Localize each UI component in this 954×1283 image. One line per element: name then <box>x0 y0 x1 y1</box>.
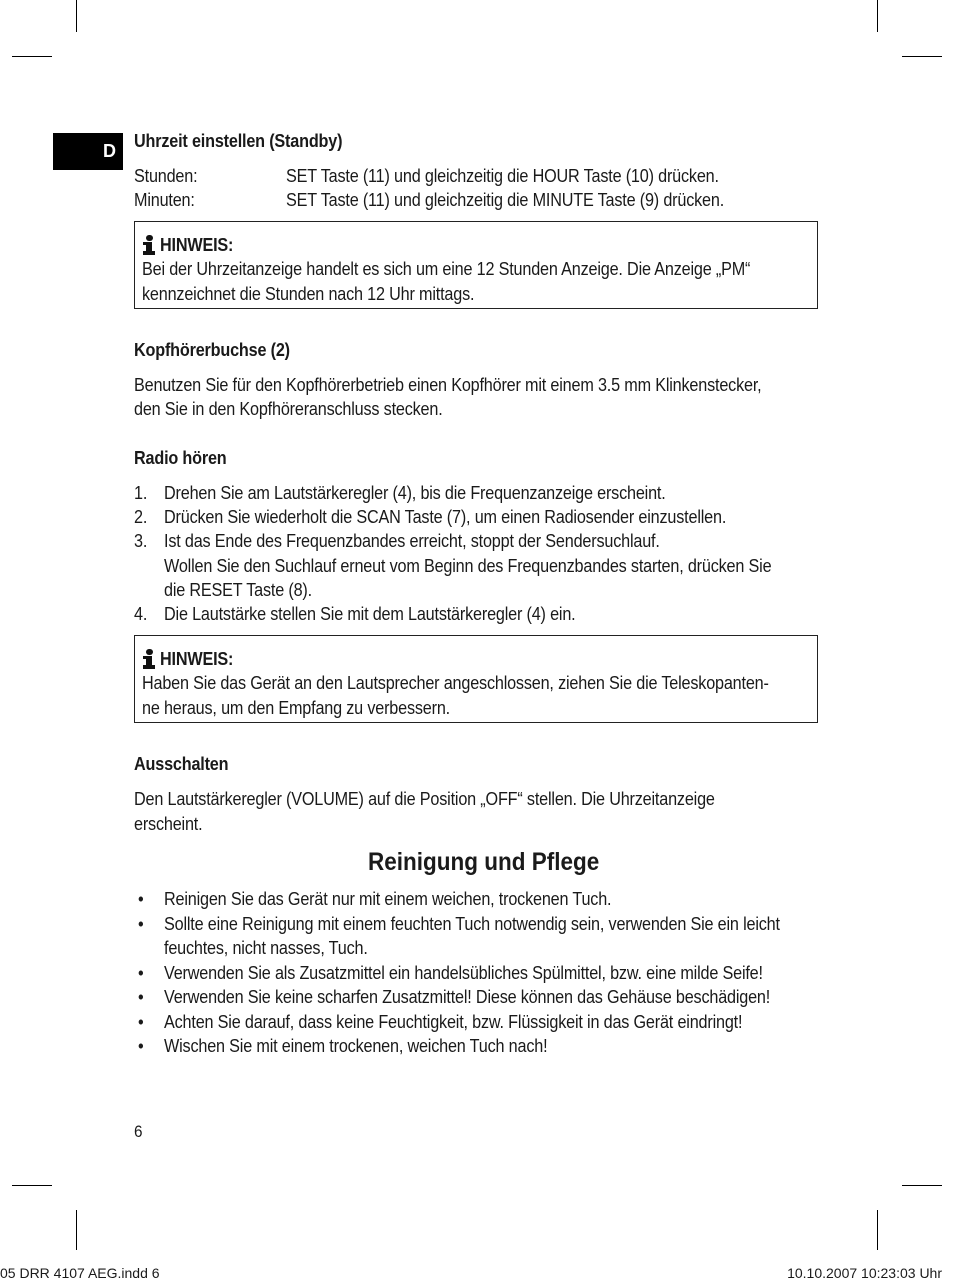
list-number: 3. <box>134 531 148 551</box>
bullet-item: feuchtes, nicht nasses, Tuch. <box>164 938 368 958</box>
info-icon <box>142 649 156 669</box>
section-heading-time: Uhrzeit einstellen (Standby) <box>134 131 343 151</box>
note-text: kennzeichnet die Stunden nach 12 Uhr mittags. <box>142 284 475 304</box>
bullet-item: Wischen Sie mit einem trockenen, weichen Tuch nach! <box>164 1036 548 1056</box>
paragraph-line: den Sie in den Kopfhöreranschluss stecken. <box>134 399 443 419</box>
note-text: ne heraus, um den Empfang zu verbessern. <box>142 698 450 718</box>
bullet-item: Achten Sie darauf, dass keine Feuchtigkeit, bzw. Flüssigkeit in das Gerät eindringt! <box>164 1012 743 1032</box>
language-tab: D <box>53 133 123 170</box>
note-box <box>134 635 818 723</box>
note-title: HINWEIS: <box>160 649 234 669</box>
list-item: Drehen Sie am Lautstärkeregler (4), bis die Frequenzanzeige erscheint. <box>164 483 666 503</box>
bullet-item: Verwenden Sie als Zusatzmittel ein handelsübliches Spülmittel, bzw. eine milde Seife! <box>164 963 763 983</box>
bullet: • <box>138 1012 144 1032</box>
section-heading-off: Ausschalten <box>134 754 229 774</box>
crop-mark <box>12 1185 52 1186</box>
bullet: • <box>138 914 144 934</box>
crop-mark <box>902 56 942 57</box>
paragraph-line: erscheint. <box>134 814 203 834</box>
bullet: • <box>138 1036 144 1056</box>
note-title: HINWEIS: <box>160 235 234 255</box>
bullet: • <box>138 963 144 983</box>
time-row-text: SET Taste (11) und gleichzeitig die HOUR Taste (10) drücken. <box>286 166 719 186</box>
time-row-label: Stunden: <box>134 166 198 186</box>
time-row-text: SET Taste (11) und gleichzeitig die MINUTE Taste (9) drücken. <box>286 190 725 210</box>
bullet-item: Sollte eine Reinigung mit einem feuchten Tuch notwendig sein, verwenden Sie ein leicht <box>164 914 780 934</box>
section-heading-headphone: Kopfhörerbuchse (2) <box>134 340 290 360</box>
note-text: Bei der Uhrzeitanzeige handelt es sich um eine 12 Stunden Anzeige. Die Anzeige „PM“ <box>142 259 751 279</box>
crop-mark <box>877 0 878 32</box>
note-header <box>142 647 241 672</box>
info-icon <box>142 235 156 255</box>
note-box <box>134 221 818 309</box>
list-item: die RESET Taste (8). <box>164 580 312 600</box>
list-item: Wollen Sie den Suchlauf erneut vom Beginn des Frequenzbandes starten, drücken Sie <box>164 556 772 576</box>
bullet: • <box>138 889 144 909</box>
list-number: 4. <box>134 604 148 624</box>
list-item: Die Lautstärke stellen Sie mit dem Lautstärkeregler (4) ein. <box>164 604 576 624</box>
bullet: • <box>138 987 144 1007</box>
page-number: 6 <box>134 1122 143 1141</box>
list-number: 1. <box>134 483 148 503</box>
list-item: Ist das Ende des Frequenzbandes erreicht, stoppt der Sendersuchlauf. <box>164 531 660 551</box>
note-text: Haben Sie das Gerät an den Lautsprecher angeschlossen, ziehen Sie die Teleskopanten- <box>142 673 769 693</box>
section-heading-radio: Radio hören <box>134 448 227 468</box>
crop-mark <box>76 0 77 32</box>
list-number: 2. <box>134 507 148 527</box>
section-title-care: Reinigung und Pflege <box>368 848 600 876</box>
paragraph-line: Benutzen Sie für den Kopfhörerbetrieb einen Kopfhörer mit einem 3.5 mm Klinkenstecker, <box>134 375 762 395</box>
print-slug-right: 10.10.2007 10:23:03 Uhr <box>787 1265 942 1281</box>
crop-mark <box>877 1210 878 1250</box>
bullet-item: Verwenden Sie keine scharfen Zusatzmittel! Diese können das Gehäuse beschädigen! <box>164 987 771 1007</box>
note-header <box>142 233 241 258</box>
time-row-label: Minuten: <box>134 190 195 210</box>
crop-mark <box>902 1185 942 1186</box>
list-item: Drücken Sie wiederholt die SCAN Taste (7), um einen Radiosender einzustellen. <box>164 507 727 527</box>
crop-mark <box>76 1210 77 1250</box>
print-slug-left: 05 DRR 4107 AEG.indd 6 <box>0 1265 160 1281</box>
crop-mark <box>12 56 52 57</box>
paragraph-line: Den Lautstärkeregler (VOLUME) auf die Position „OFF“ stellen. Die Uhrzeitanzeige <box>134 789 715 809</box>
bullet-item: Reinigen Sie das Gerät nur mit einem weichen, trockenen Tuch. <box>164 889 612 909</box>
